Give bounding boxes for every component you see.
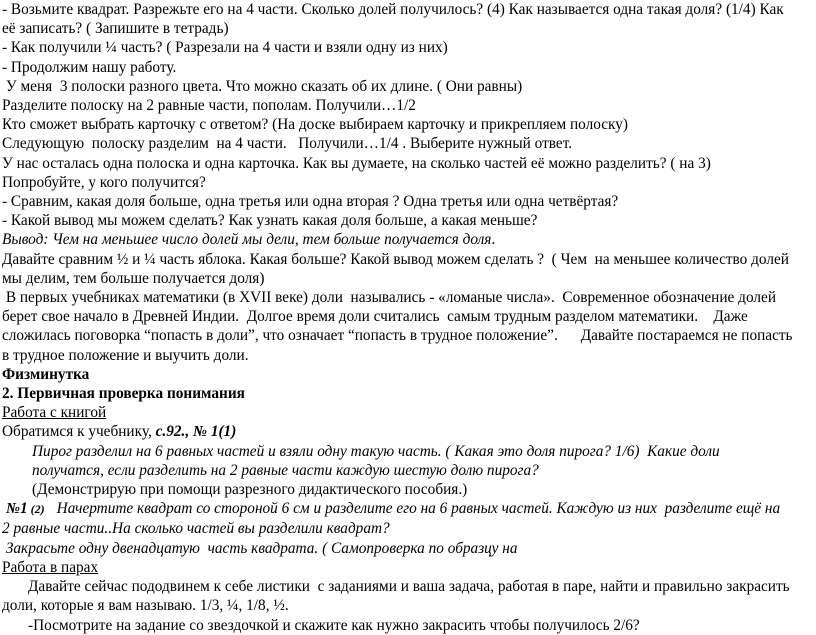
- task1-line: получатся, если разделить на 2 равные части каждую шестую долю пирога?: [32, 461, 539, 479]
- textbook-line: [2, 422, 816, 441]
- conclusion-text: Вывод: Чем на меньшее число долей мы дели, тем больше получается доля: [2, 231, 492, 249]
- pair-line: -Посмотрите на задание со звездочкой и скажите как нужно закрасить чтобы получилось 2/6?: [28, 616, 640, 634]
- text-line: Разделите полоску на 2 равные части, пополам. Получили…1/2: [2, 97, 416, 115]
- text-line: мы делим, тем больше получается доля): [2, 269, 265, 287]
- demo-line: (Демонстрирую при помощи разрезного дидактического пособия.): [32, 481, 468, 499]
- text-line: - Какой вывод мы можем сделать? Как узнать какая доля больше, а какая меньше?: [2, 212, 538, 230]
- text-line: Попробуйте, у кого получится?: [2, 173, 206, 191]
- text-line: - Возьмите квадрат. Разрежьте его на 4 части. Сколько долей получилось? (4) Как называется одна такая доля? (1/4) Как: [2, 1, 784, 18]
- textbook-prefix: Обратимся к учебнику,: [2, 423, 156, 441]
- text-line: У меня 3 полоски разного цвета. Что можно сказать об их длине. ( Они равны): [2, 77, 523, 95]
- history-line: берет свое начало в Древней Индии. Долгое время доли считались самым трудным разделом математики. Даже: [2, 308, 748, 326]
- task2-number: №1: [6, 500, 28, 518]
- section-title: 2. Первичная проверка понимания: [2, 385, 245, 403]
- text-line: её записать? ( Запишите в тетрадь): [2, 20, 229, 38]
- task1-line: Пирог разделил на 6 равных частей и взяли одну такую часть. ( Какая это доля пирога? 1/6) Какие доли: [32, 442, 720, 460]
- pair-work-heading: Работа в парах: [2, 558, 99, 576]
- task2-line2: 2 равные части..На сколько частей вы разделили квадрат?: [2, 520, 390, 538]
- text-line: - Сравним, какая доля больше, одна третья или одна вторая ? Одна третья или одна четвёртая?: [2, 193, 619, 211]
- task2-sub: (2): [27, 502, 45, 517]
- history-line: В первых учебниках математики (в XVII веке) доли назывались - «ломаные числа». Современное обозначение долей: [2, 289, 777, 307]
- task2-line3: Закрасьте одну двенадцатую часть квадрата. ( Самопроверка по образцу на: [2, 539, 518, 557]
- book-work-heading: Работа с книгой: [2, 404, 107, 422]
- text-line: Кто сможет выбрать карточку с ответом? (На доске выбираем карточку и прикрепляем полоску): [2, 116, 629, 134]
- text-line: - Как получили ¼ часть? ( Разрезали на 4 части и взяли одну из них): [2, 39, 448, 57]
- history-line: сложилась поговорка “попасть в доли”, что означает “попасть в трудное положение”. Давайте постараемся не попасть: [2, 327, 793, 345]
- conclusion-end: .: [491, 231, 496, 249]
- task2-line: [2, 499, 816, 519]
- pair-line: доли, которые я вам называю. 1/3, ¼, 1/8, ½.: [2, 597, 289, 615]
- conclusion-line: [2, 230, 816, 249]
- text-line: У нас осталась одна полоска и одна карточка. Как вы думаете, на сколько частей её можно разделить? ( на 3): [2, 154, 711, 172]
- text-line: Следующую полоску разделим на 4 части. Получили…1/4 . Выберите нужный ответ.: [2, 135, 573, 153]
- textbook-reference: с.92., № 1(1): [155, 423, 237, 441]
- fizminutka-heading: Физминутка: [2, 365, 90, 383]
- pair-line: Давайте сейчас пододвинем к себе листики с заданиями и ваша задача, работая в паре, найти и правильно закрасить: [28, 578, 790, 596]
- text-line: - Продолжим нашу работу.: [2, 58, 177, 76]
- task2-text: Начертите квадрат со стороной 6 см и разделите его на 6 равных частей. Каждую из них разделите ещё на: [56, 500, 781, 518]
- history-line: в трудное положение и выучить доли.: [2, 346, 249, 364]
- text-line: Давайте сравним ½ и ¼ часть яблока. Какая больше? Какой вывод можем сделать ? ( Чем на меньшее количество долей: [2, 250, 789, 268]
